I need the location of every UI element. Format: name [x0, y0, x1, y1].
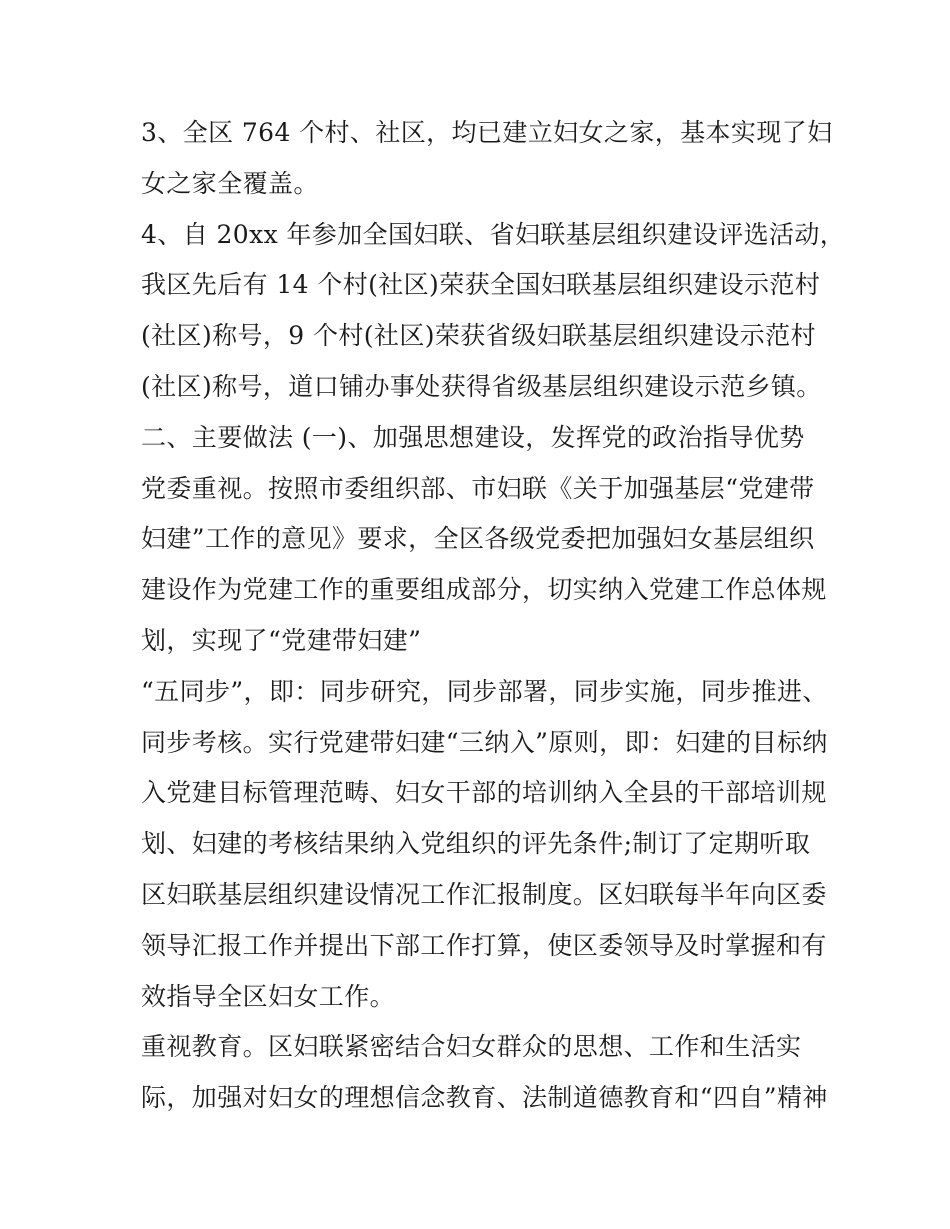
- text-line: 重视教育。区妇联紧密结合妇女群众的思想、工作和生活实: [141, 1032, 802, 1062]
- text-line: “五同步”，即：同步研究，同步部署，同步实施，同步推进、: [141, 676, 828, 706]
- text-line: 同步考核。实行党建带妇建“三纳入”原则，即：妇建的目标纳: [141, 727, 828, 757]
- text-line: (社区)称号，道口铺办事处获得省级基层组织建设示范乡镇。: [141, 371, 822, 401]
- text-line: 党委重视。按照市委组织部、市妇联《关于加强基层“党建带: [141, 473, 815, 503]
- text-line: 划、妇建的考核结果纳入党组织的评先条件;制订了定期听取: [141, 829, 811, 859]
- text-line: (社区)称号，9 个村(社区)荣获省级妇联基层组织建设示范村: [141, 321, 816, 351]
- text-line: 入党建目标管理范畴、妇女干部的培训纳入全县的干部培训规: [141, 778, 827, 808]
- text-line: 4、自 20xx 年参加全国妇联、省妇联基层组织建设评选活动，: [141, 219, 846, 249]
- text-line: 划，实现了“党建带妇建”: [141, 625, 422, 655]
- body-text: [141, 108, 846, 1124]
- text-line: 建设作为党建工作的重要组成部分，切实纳入党建工作总体规: [141, 575, 827, 605]
- text-line: 区妇联基层组织建设情况工作汇报制度。区妇联每半年向区委: [141, 879, 827, 909]
- text-line: 效指导全区妇女工作。: [141, 981, 396, 1011]
- text-line: 3、全区 764 个村、社区，均已建立妇女之家，基本实现了妇: [141, 118, 833, 147]
- text-line: 女之家全覆盖。: [141, 168, 319, 198]
- text-line: 领导汇报工作并提出下部工作打算，使区委领导及时掌握和有: [141, 930, 827, 960]
- text-line: 妇建”工作的意见》要求，全区各级党委把加强妇女基层组织: [141, 524, 815, 554]
- text-line: 我区先后有 14 个村(社区)荣获全国妇联基层组织建设示范村: [141, 270, 821, 300]
- text-line: 二、主要做法 (一)、加强思想建设，发挥党的政治指导优势: [141, 422, 805, 452]
- text-line: 际，加强对妇女的理想信念教育、法制道德教育和“四自”精神: [141, 1083, 828, 1113]
